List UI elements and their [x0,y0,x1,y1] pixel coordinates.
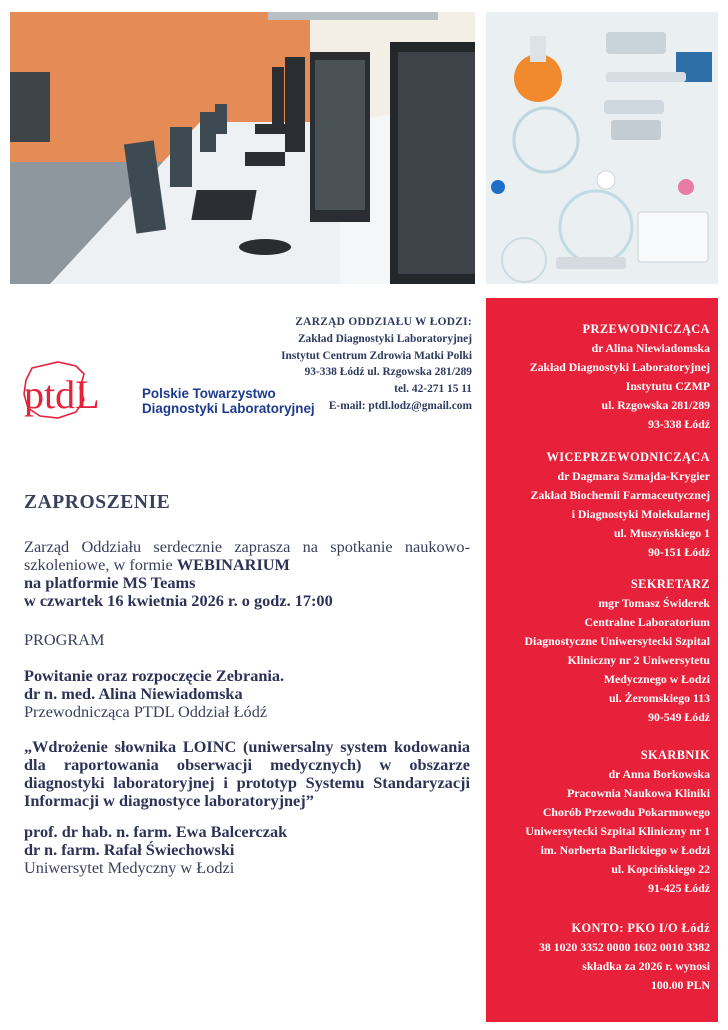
board-line: Chorób Przewodu Pokarmowego [542,805,710,819]
board-line: ul. Rzgowska 281/289 [601,398,710,412]
welcome-section [24,667,470,721]
speaker-name: prof. dr hab. n. farm. Ewa Balcerczak [24,822,288,841]
board-line: dr Alina Niewiadomska [591,341,710,355]
board-line: Kliniczny nr 2 Uniwersytetu [567,653,710,667]
speakers-section [24,823,470,877]
logo-name [142,386,315,416]
lab-glassware-photo [486,12,718,284]
board-line: Medycznego w Łodzi [603,672,710,686]
board-line: ul. Kopcińskiego 22 [611,862,710,876]
intro-text: Zarząd Oddziału serdecznie zaprasza na spotkanie naukowo-szkoleniowe, w formie [24,537,470,574]
date-text: w czwartek 16 kwietnia 2026 r. o godz. 17:00 [24,591,333,610]
fee-line: składka za 2026 r. wynosi [582,959,710,973]
board-line: 93-338 Łódź [648,417,710,431]
account-label: KONTO: PKO I/O Łódź [571,921,710,935]
board-line: mgr Tomasz Świderek [598,596,710,610]
format-text: WEBINARIUM [176,555,290,574]
logo-mark-text: ptdL [24,372,100,417]
speaker-name: dr n. farm. Rafał Świechowski [24,840,235,859]
board-vice [530,448,710,562]
branch-line: 93-338 Łódź ul. Rzgowska 281/289 [304,366,472,379]
board-line: dr Anna Borkowska [608,767,710,781]
board-line: dr Dagmara Szmajda-Krygier [557,469,710,483]
ptdl-logo [18,360,315,424]
board-secretary [525,575,710,727]
role-heading: WICEPRZEWODNICZĄCA [546,450,710,464]
invitation-intro [24,538,470,610]
role-heading: PRZEWODNICZĄCA [582,322,710,336]
poland-map-icon [18,360,136,422]
role-heading: SEKRETARZ [630,577,710,591]
branch-phone: tel. 42-271 15 11 [394,383,472,396]
board-panel [486,298,718,1022]
logo-name-line: Diagnostyki Laboratoryjnej [142,401,315,416]
branch-line: Zakład Diagnostyki Laboratoryjnej [297,332,472,345]
lecture-title: „Wdrożenie słownika LOINC (uniwersalny system kodowania dla raportowania obserwacji medycznych) w obszarze diagnostyki laboratoryjnej i prototyp Systemu Standaryzacji Informacji w diagnostyce laboratoryjnej” [24,737,470,810]
board-line: Zakład Diagnostyki Laboratoryjnej [529,360,710,374]
logo-name-line: Polskie Towarzystwo [142,386,276,401]
board-line: ul. Żeromskiego 113 [608,691,710,705]
platform-text: na platformie MS Teams [24,573,196,592]
board-chair [530,320,710,434]
board-treasurer [525,746,710,898]
invitation-title: ZAPROSZENIE [24,492,171,513]
board-line: Diagnostyczne Uniwersytecki Szpital [524,634,710,648]
board-line: i Diagnostyki Molekularnej [571,507,710,521]
bank-account [539,919,710,995]
welcome-text: Powitanie oraz rozpoczęcie Zebrania. [24,666,285,685]
branch-line: Instytut Centrum Zdrowia Matki Polki [281,349,472,362]
branch-title: ZARZĄD ODDZIAŁU W ŁODZI: [295,316,472,328]
board-line: Pracownia Naukowa Kliniki [567,786,710,800]
board-line: Uniwersytecki Szpital Kliniczny nr 1 [525,824,710,838]
board-line: Instytutu CZMP [625,379,710,393]
branch-email[interactable]: E-mail: ptdl.lodz@gmail.com [328,399,472,412]
computer-lab-photo [10,12,475,284]
speaker-affiliation: Uniwersytet Medyczny w Łodzi [24,858,235,877]
host-role: Przewodnicząca PTDL Oddział Łódź [24,702,268,721]
board-line: ul. Muszyńskiego 1 [613,526,710,540]
board-line: Zakład Biochemii Farmaceutycznej [530,488,710,502]
program-label: PROGRAM [24,630,105,649]
board-line: Centralne Laboratorium [584,615,710,629]
account-number: 38 1020 3352 0000 1602 0010 3382 [538,940,710,954]
fee-amount: 100.00 PLN [651,978,710,992]
board-line: 91-425 Łódź [648,881,710,895]
board-line: im. Norberta Barlickiego w Łodzi [540,843,710,857]
role-heading: SKARBNIK [640,748,710,762]
host-name: dr n. med. Alina Niewiadomska [24,684,243,703]
board-line: 90-549 Łódź [648,710,710,724]
board-line: 90-151 Łódź [648,545,710,559]
